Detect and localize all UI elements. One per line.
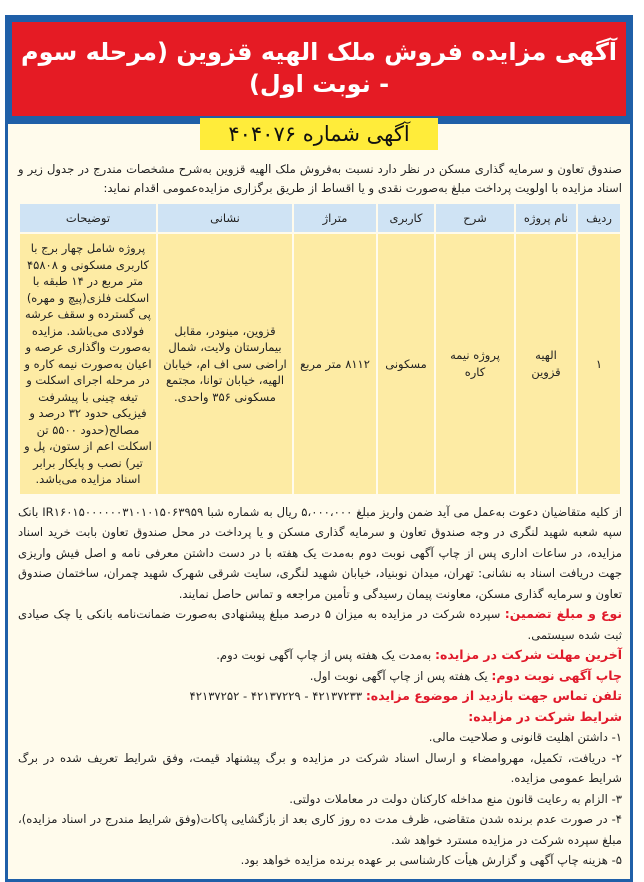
guarantee-label: نوع و مبلغ تضمین: <box>504 606 623 621</box>
deadline-text: به‌مدت یک هفته پس از چاپ آگهی نوبت دوم. <box>216 648 435 662</box>
header-banner <box>8 18 630 116</box>
guarantee-line <box>18 604 622 645</box>
cell-row-number: ۱ <box>577 233 621 495</box>
table-row <box>19 233 621 495</box>
notice-frame <box>5 15 633 882</box>
notice-title: آگهی مزایده فروش ملک الهیه قزوین (مرحله سوم - نوبت اول) <box>20 38 617 98</box>
header-red-band <box>12 22 626 116</box>
col-header-row-number: ردیف <box>577 203 621 233</box>
property-table <box>18 202 622 496</box>
phone-numbers: ۴۲۱۳۷۲۳۳ - ۴۲۱۳۷۲۲۹ - ۴۲۱۳۷۲۵۲ <box>189 689 366 703</box>
col-header-notes: توضیحات <box>19 203 157 233</box>
col-header-project-name: نام پروژه <box>515 203 577 233</box>
phone-label: تلفن تماس جهت بازدید از موضوع مزایده: <box>365 688 622 703</box>
guarantee-text: سپرده شرکت در مزایده به میزان ۵ درصد مبلغ پیشنهادی به‌صورت ضمانت‌نامه بانکی یا چک صیادی ثبت شده سیستمی. <box>18 607 622 642</box>
col-header-usage: کاربری <box>377 203 435 233</box>
col-header-area: متراژ <box>293 203 377 233</box>
deadline-line <box>18 645 622 666</box>
cell-area: ۸۱۱۲ متر مربع <box>293 233 377 495</box>
condition-item: ۵- هزینه چاپ آگهی و گزارش هیأت کارشناسی بر عهده برنده مزایده خواهد بود. <box>240 853 622 867</box>
cell-description: پروژه نیمه کاره <box>435 233 515 495</box>
intro-paragraph: صندوق تعاون و سرمایه گذاری مسکن در نظر دارد نسبت به‌فروش ملک الهیه قزوین به‌شرح مشخصات مندرج در جدول زیر و اسناد مزایده با اولویت پرداخت مبلغ به‌صورت نقدی و یا اقساط از طریق برگزاری مزایده‌عمومی اقدام نماید: <box>18 162 622 195</box>
conditions-heading: شرایط شرکت در مزایده: <box>468 708 622 724</box>
condition-item: ۱- داشتن اهلیت قانونی و صلاحیت مالی. <box>428 730 622 744</box>
badge-area <box>8 116 630 154</box>
invitation-paragraph: از کلیه متقاضیان دعوت به‌عمل می آید ضمن واریز مبلغ ۵،۰۰۰،۰۰۰ ریال به شماره شبا IR۱۶۰۱۵۰۰۰۰۰۰۳۱۰۱۰۱۵۰۶۳۹۵۹ بانک سپه شعبه شهید لنگری در وجه صندوق تعاون و سرمایه گذاری مسکن و یا پرداخت در محل صندوق تعاون بابت خرید اسناد مزایده، در ساعات اداری پس از چاپ آگهی نوبت دوم به‌مدت یک هفته با در دست داشتن معرفی نامه و اصل فیش واریزی جهت دریافت اسناد به نشانی: تهران، میدان نوبنیاد، خیابان شهید لنگری، سایت شرقی شهرک شهید چمران، ساختمان صندوق تعاون و سرمایه گذاری مسکن، معاونت پیمان رسیدگی و تأمین مراجعه و تماس حاصل نمایند. <box>18 504 622 601</box>
cell-project-name: الهیه قزوین <box>515 233 577 495</box>
cell-notes: پروژه شامل چهار برج با کاربری مسکونی و ۴۵۸۰۸ متر مربع در ۱۴ طبقه با اسکلت فلزی(پیچ و مهره) پی گسترده و سقف عرشه فولادی می‌باشد. مزایده به‌صورت واگذاری عرصه و اعیان به‌صورت نیمه کاره و در مرحله اجرای اسکلت و تیغه چینی با پیشرفت فیزیکی حدود ۳۲ درصد و مصالح(حدود ۵۵۰۰ تن اسکلت اعم از ستون، پل و تیر) نصب و پایکار برابر اسناد مزایده می‌باشد. <box>19 233 157 495</box>
second-print-line <box>18 666 622 687</box>
notice-body <box>18 502 622 871</box>
cell-usage: مسکونی <box>377 233 435 495</box>
condition-item: ۴- در صورت عدم برنده شدن متقاضی، ظرف مدت ده روز کاری بعد از بازگشایی پاکات(وفق شرایط مندرج در اسناد مزایده)، مبلغ سپرده شرکت در مزایده مسترد خواهد شد. <box>18 812 622 847</box>
phone-line <box>18 686 622 707</box>
condition-item: ۳- الزام به رعایت قانون منع مداخله کارکنان دولت در معاملات دولتی. <box>289 791 622 806</box>
cell-address: قزوین، مینودر، مقابل بیمارستان ولایت، شمال اراضی سی اف ام، خیابان الهیه، خیابان توانا، مجتمع مسکونی ۳۵۶ واحدی. <box>157 233 293 495</box>
col-header-address: نشانی <box>157 203 293 233</box>
col-header-description: شرح <box>435 203 515 233</box>
notice-number-badge: آگهی شماره ۴۰۴۰۷۶ <box>200 118 437 150</box>
second-print-text: یک هفته پس از چاپ آگهی نوبت اول. <box>309 668 492 683</box>
condition-item: ۲- دریافت، تکمیل، مهروامضاء و ارسال اسناد شرکت در مزایده و برگ پیشنهاد قیمت، وفق شرایط تعریف شده در برگ شرایط عمومی مزایده. <box>18 750 622 785</box>
second-print-label: چاپ آگهی نوبت دوم: <box>491 667 622 683</box>
deadline-label: آخرین مهلت شرکت در مزایده: <box>434 647 622 662</box>
